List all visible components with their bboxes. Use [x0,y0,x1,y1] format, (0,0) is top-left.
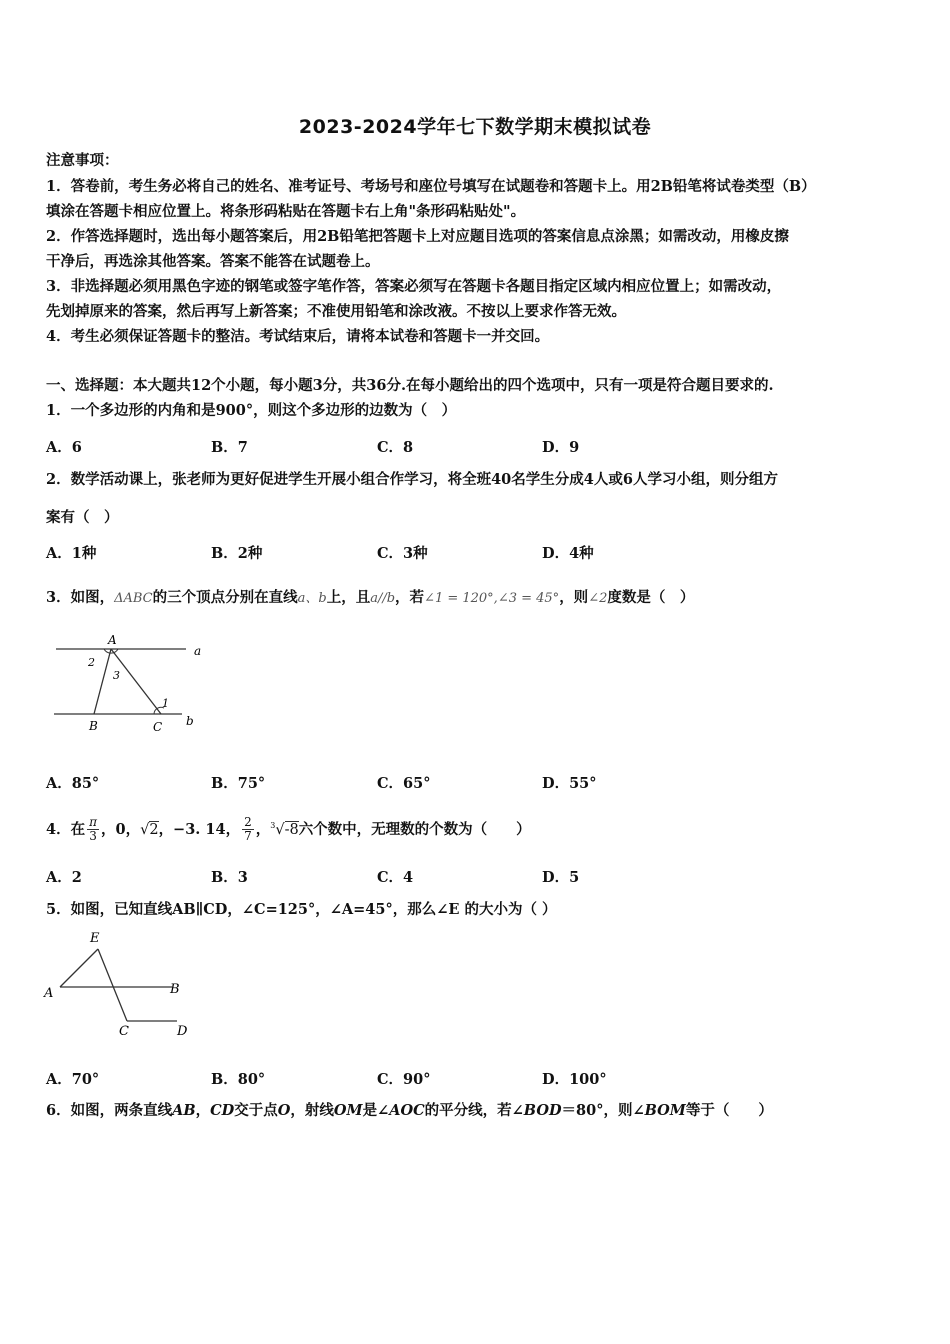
label-C: C [153,720,163,734]
q6-text-7: ＝80°，则∠ [561,1102,645,1119]
q4-text-2: ，0， [100,820,141,838]
q3-option-d: D．55° [542,775,597,792]
cube-root-minus-8: $^3$√-8 [270,821,299,838]
q3-math-angles: ∠1 = 120°,∠3 = 45° [424,591,560,606]
q6-text-5: 是∠ [362,1102,390,1119]
q3-math-triangle: ΔABC [114,591,153,606]
q5-option-a: A．70° [46,1071,100,1088]
q6-math-ab: AB [172,1102,196,1119]
q3-math-parallel: a//b [370,591,396,606]
q1-option-d: D．9 [542,439,580,456]
q5-figure [40,925,200,1040]
q4-text-3: ，−3. 14， [158,820,241,838]
q3-text-4: ，若 [395,589,425,606]
label-A: A [44,986,54,1001]
question-5: 5．如图，已知直线AB∥CD，∠C=125°，∠A=45°，那么∠E 的大小为（ ） [46,901,557,918]
q2-option-c: C．3种 [377,545,428,562]
page-title: 2023-2024学年七下数学期末模拟试卷 [298,116,652,138]
notice-line-5: 3．非选择题必须用黑色字迹的钢笔或签字笔作答，答案必须写在答题卡各题目指定区域内相应位置上；如需改动， [46,278,782,295]
q6-text-6: 的平分线，若∠ [424,1102,524,1119]
fraction-numerator: 2 [244,815,252,830]
q6-text-8: 等于（ ） [685,1102,773,1119]
question-4 [46,810,531,846]
q6-math-om: OM [333,1102,363,1119]
label-E: E [90,931,100,946]
fraction-2-over-7 [242,816,254,843]
q1-option-c: C．8 [377,439,414,456]
label-2: 2 [88,656,95,669]
notice-line-6: 先划掉原来的答案，然后再写上新答案；不准使用铅笔和涂改液。不按以上要求作答无效。 [46,303,626,320]
q4-text-1: 4．在 [46,820,86,838]
q6-text-1: 6．如图，两条直线 [46,1102,173,1119]
q4-option-d: D．5 [542,869,580,886]
q4-text-4: ， [255,820,271,838]
q3-text-2: 的三个顶点分别在直线 [152,589,298,606]
question-2-line-2: 案有（ ） [46,509,119,526]
notice-line-2: 填涂在答题卡相应位置上。将条形码粘贴在答题卡右上角"条形码粘贴处"。 [46,203,526,220]
q2-option-d: D．4种 [542,545,594,562]
notice-line-3: 2．作答选择题时，选出每小题答案后，用2B铅笔把答题卡上对应题目选项的答案信息点涂黑；如需改动，用橡皮擦 [46,228,789,245]
notice-line-4: 干净后，再选涂其他答案。答案不能答在试题卷上。 [46,253,380,270]
side-ab [94,649,111,714]
sqrt-2: √2 [140,821,159,838]
section-heading: 一、选择题：本大题共12个小题，每小题3分，共36分.在每小题给出的四个选项中，只有一项是符合题目要求的. [46,377,774,394]
q3-math-angle2: ∠2 [588,591,608,606]
q6-math-aoc: AOC [389,1102,425,1119]
q3-text-1: 3．如图， [46,589,115,606]
q6-math-bom: BOM [644,1102,686,1119]
q4-option-b: B．3 [211,869,248,886]
question-3 [46,588,694,609]
q3-option-b: B．75° [211,775,266,792]
q5-option-d: D．100° [542,1071,607,1088]
q1-option-a: A．6 [46,439,82,456]
fraction-denominator: 3 [89,829,97,844]
segment-ae [60,949,98,987]
q3-text-3: 上，且 [326,589,371,606]
notice-line-1: 1．答卷前，考生务必将自己的姓名、准考证号、考场号和座位号填写在试题卷和答题卡上。用2B铅笔将试卷类型（B） [46,178,816,195]
question-2-line-1: 2．数学活动课上，张老师为更好促进学生开展小组合作学习，将全班40名学生分成4人或6人学习小组，则分组方 [46,471,778,488]
q6-text-3: 交于点 [234,1102,278,1119]
fraction-numerator: π [89,815,97,830]
label-a: a [194,644,202,658]
q5-option-c: C．90° [377,1071,431,1088]
q6-text-2: ， [195,1102,211,1119]
fraction-pi-over-3 [87,816,99,843]
question-6 [46,1101,773,1121]
segment-ec [98,949,127,1021]
q5-option-b: B．80° [211,1071,266,1088]
question-1: 1．一个多边形的内角和是900°，则这个多边形的边数为（ ） [46,402,457,419]
q4-option-c: C．4 [377,869,414,886]
q6-math-o: O [277,1102,291,1119]
q3-text-5: ，则 [559,589,589,606]
label-D: D [177,1024,188,1039]
root-index: 3 [270,821,276,830]
q1-option-b: B．7 [211,439,248,456]
q4-option-a: A．2 [46,869,82,886]
q3-option-a: A．85° [46,775,100,792]
notice-heading: 注意事项： [46,152,119,169]
label-B: B [170,982,180,997]
q6-math-bod: BOD [523,1102,562,1119]
label-b: b [186,714,194,728]
q4-text-5: 六个数中，无理数的个数为（ ） [298,820,531,838]
label-3: 3 [113,669,120,682]
q6-math-cd: CD [210,1102,235,1119]
q3-option-c: C．65° [377,775,431,792]
label-A: A [108,633,117,647]
q6-text-4: ，射线 [290,1102,334,1119]
q2-option-b: B．2种 [211,545,263,562]
label-1: 1 [162,697,169,710]
label-B: B [89,719,98,733]
q2-option-a: A．1种 [46,545,97,562]
q3-math-lines: a、b [297,591,327,606]
q3-text-6: 度数是（ ） [607,589,695,606]
fraction-denominator: 7 [244,829,252,844]
q3-figure [46,628,216,743]
label-C: C [119,1024,129,1039]
notice-line-7: 4．考生必须保证答题卡的整洁。考试结束后，请将本试卷和答题卡一并交回。 [46,328,550,345]
